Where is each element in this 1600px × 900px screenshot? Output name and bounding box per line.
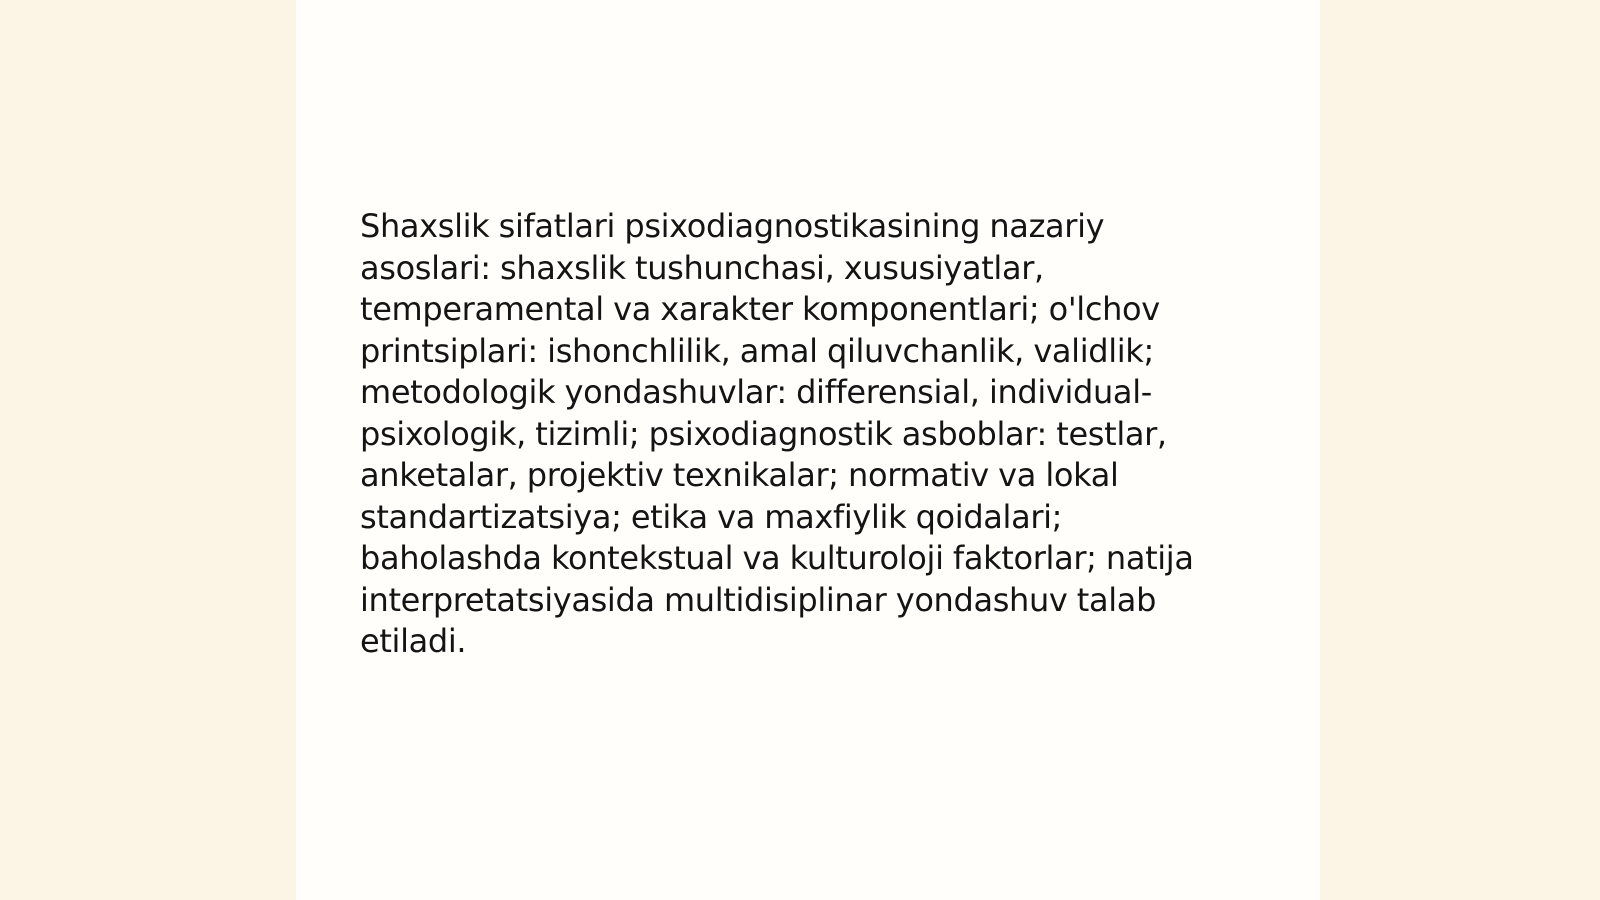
body-paragraph: Shaxslik sifatlari psixodiagnostikasining nazariy asoslari: shaxslik tushunchasi, xususiyatlar, temperamental va xarakter komponentlari; o'lchov printsiplari: ishonchlilik, amal qiluvchanlik, validlik; metodologik yondashuvlar: differensial, individual-psixologik, tizimli; psixodiagnostik asboblar: testlar, anketalar, projektiv texnikalar; normativ va lokal standartizatsiya; etika va maxfiylik qoidalari; baholashda kontekstual va kulturoloji faktorlar; natija interpretatsiyasida multidisiplinar yondashuv talab etiladi.: [360, 207, 1194, 660]
document-page: [296, 0, 1320, 900]
